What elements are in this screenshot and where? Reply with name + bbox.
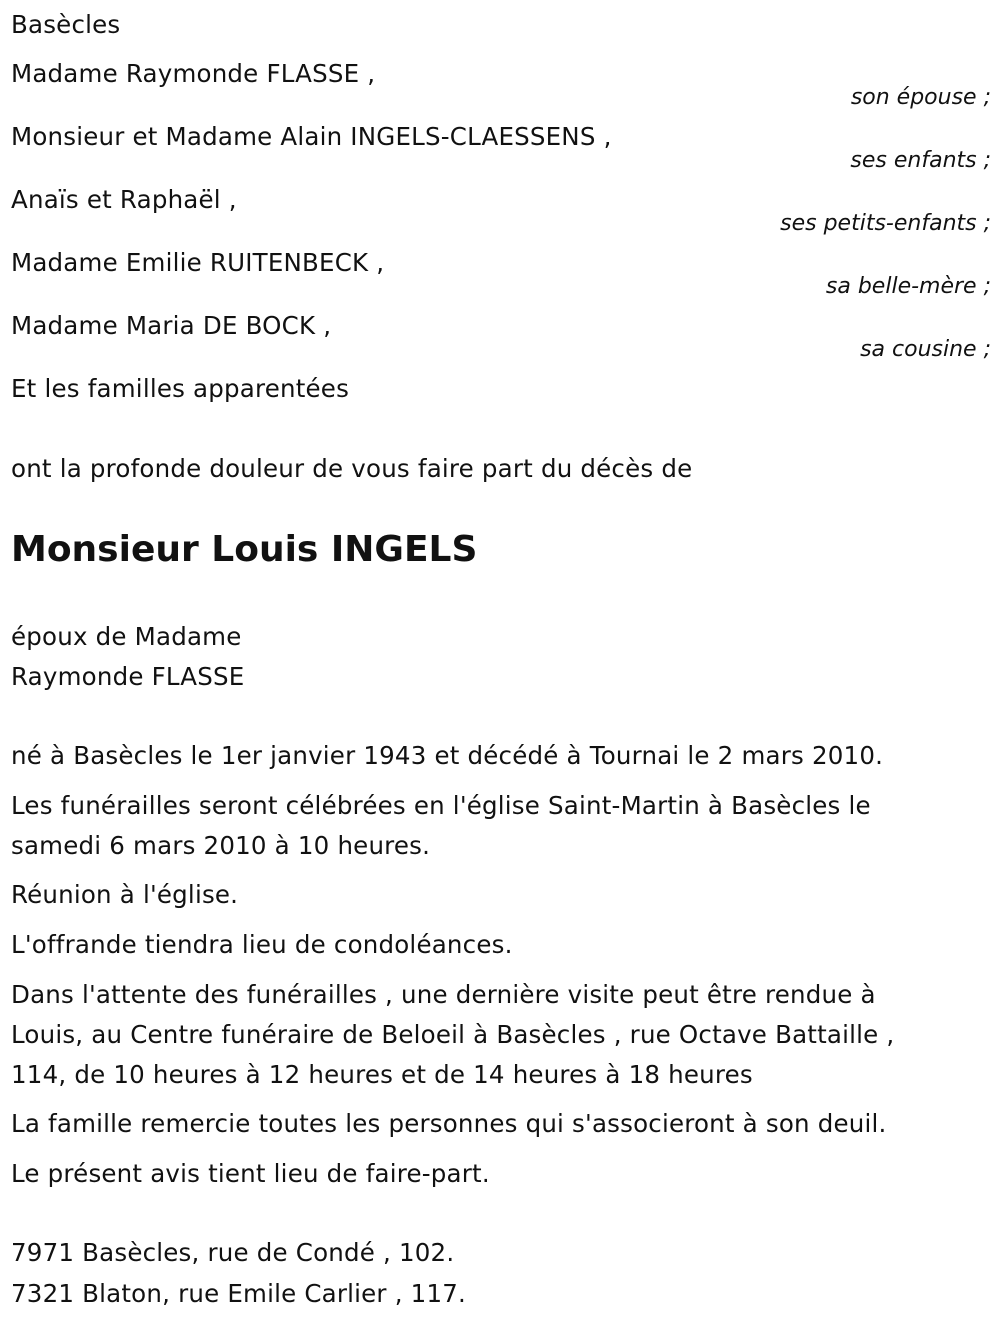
funeral-text: samedi 6 mars 2010 à 10 heures.	[11, 831, 431, 860]
mourner-name: Madame Emilie RUITENBECK ,	[11, 248, 385, 277]
notice-text: Le présent avis tient lieu de faire-part.	[11, 1159, 490, 1188]
mourner-name: Anaïs et Raphaël ,	[11, 185, 237, 214]
birth-death-text: né à Basècles le 1er janvier 1943 et décédé à Tournai le 2 mars 2010.	[11, 741, 884, 770]
mourner-relation: ses petits-enfants ;	[780, 211, 991, 236]
mourner-relation: sa cousine ;	[860, 337, 991, 362]
thanks-text: La famille remercie toutes les personnes qui s'associeront à son deuil.	[11, 1109, 887, 1138]
visit-text: Louis, au Centre funéraire de Beloeil à Basècles , rue Octave Battaille ,	[11, 1020, 895, 1049]
mourner-name: Madame Raymonde FLASSE ,	[11, 59, 376, 88]
offering-text: L'offrande tiendra lieu de condoléances.	[11, 930, 513, 959]
mourner-relation: son épouse ;	[850, 85, 991, 110]
meeting-text: Réunion à l'église.	[11, 880, 239, 909]
announcement-text: ont la profonde douleur de vous faire part du décès de	[11, 454, 693, 483]
mourner-relation: sa belle-mère ;	[825, 274, 991, 299]
deceased-name: Monsieur Louis INGELS	[11, 529, 478, 570]
town-heading: Basècles	[11, 10, 121, 39]
funeral-text: Les funérailles seront célébrées en l'église Saint-Martin à Basècles le	[11, 791, 871, 820]
mourner-name: Madame Maria DE BOCK ,	[11, 311, 332, 340]
visit-text: Dans l'attente des funérailles , une dernière visite peut être rendue à	[11, 980, 876, 1009]
spouse-line: époux de Madame	[11, 622, 242, 651]
address-line: 7321 Blaton, rue Emile Carlier , 117.	[11, 1279, 467, 1308]
address-line: 7971 Basècles, rue de Condé , 102.	[11, 1238, 455, 1267]
spouse-line: Raymonde FLASSE	[11, 662, 245, 691]
visit-text: 114, de 10 heures à 12 heures et de 14 heures à 18 heures	[11, 1060, 753, 1089]
families-line: Et les familles apparentées	[11, 374, 350, 403]
mourner-name: Monsieur et Madame Alain INGELS-CLAESSENS ,	[11, 122, 612, 151]
mourner-relation: ses enfants ;	[850, 148, 991, 173]
